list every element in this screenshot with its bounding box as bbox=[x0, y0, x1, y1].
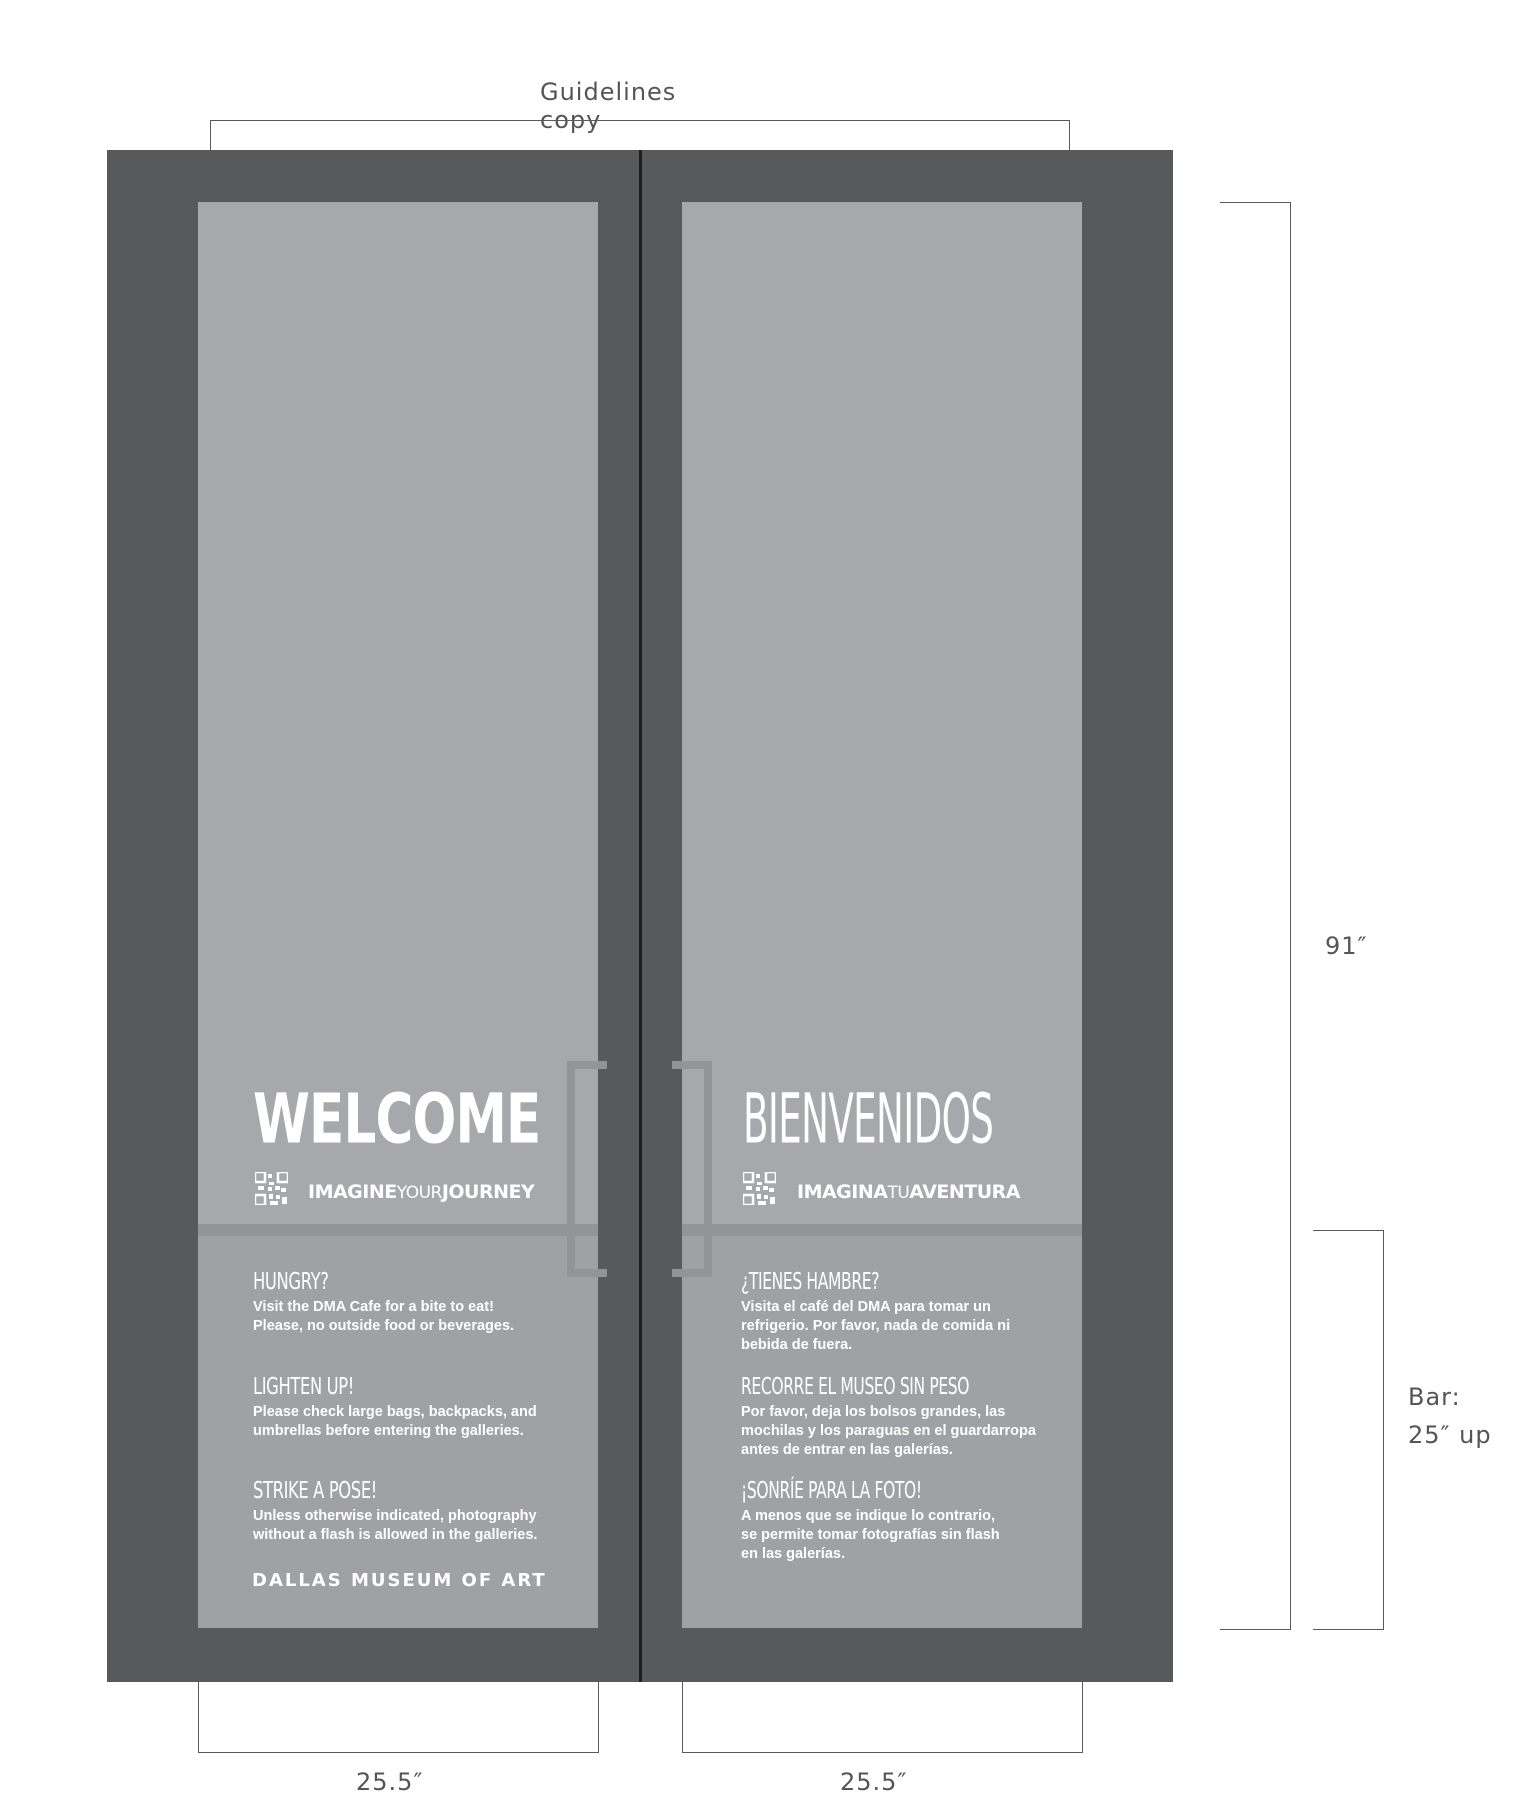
bar-label bbox=[1408, 1378, 1492, 1454]
right-qr-code-icon bbox=[743, 1172, 776, 1205]
body-line: A menos que se indique lo contrario, bbox=[741, 1508, 996, 1524]
section-heading: RECORRE EL MUSEO SIN PESO bbox=[741, 1373, 970, 1400]
body-line: antes de entrar en las galerías. bbox=[741, 1442, 953, 1458]
bar-height-bracket bbox=[1313, 1230, 1384, 1630]
body-line: se permite tomar fotografías sin flash bbox=[741, 1527, 1000, 1543]
right-push-bar bbox=[682, 1224, 1082, 1236]
body-line: Visit the DMA Cafe for a bite to eat! bbox=[253, 1299, 494, 1315]
left-qr-code-icon bbox=[255, 1172, 288, 1205]
left-tagline bbox=[308, 1181, 534, 1203]
body-line: refrigerio. Por favor, nada de comida ni bbox=[741, 1318, 1011, 1334]
body-line: Please, no outside food or beverages. bbox=[253, 1318, 515, 1334]
left-width-bracket bbox=[198, 1682, 599, 1753]
section-heading: ¿TIENES HAMBRE? bbox=[741, 1268, 880, 1295]
section-heading: HUNGRY? bbox=[253, 1268, 329, 1295]
body-line: mochilas y los paraguas en el guardarropa bbox=[741, 1423, 1036, 1439]
body-line: en las galerías. bbox=[741, 1546, 845, 1562]
dma-logo: DALLAS MUSEUM OF ART bbox=[252, 1570, 547, 1591]
height-bracket bbox=[1220, 202, 1291, 1630]
left-push-bar bbox=[198, 1224, 598, 1236]
body-line: umbrellas before entering the galleries. bbox=[253, 1423, 524, 1439]
top-width-bracket bbox=[210, 120, 1070, 151]
body-line: bebida de fuera. bbox=[741, 1337, 853, 1353]
right-tagline-part3: AVENTURA bbox=[909, 1181, 1021, 1203]
welcome-title: WELCOME bbox=[253, 1079, 541, 1160]
section-heading: LIGHTEN UP! bbox=[253, 1373, 354, 1400]
right-width-bracket bbox=[682, 1682, 1083, 1753]
section-body bbox=[741, 1403, 1036, 1460]
section-body bbox=[741, 1507, 1000, 1564]
left-tagline-part1: IMAGINE bbox=[308, 1181, 397, 1203]
door-seam bbox=[639, 150, 642, 1682]
right-tagline bbox=[797, 1181, 1020, 1203]
right-width-label: 25.5″ bbox=[840, 1768, 908, 1796]
right-tagline-part1: IMAGINA bbox=[797, 1181, 888, 1203]
section-body bbox=[253, 1298, 514, 1336]
body-line: without a flash is allowed in the galleries. bbox=[253, 1527, 538, 1543]
right-door-handle bbox=[672, 1061, 712, 1277]
bar-label-line1: Bar: bbox=[1408, 1383, 1461, 1411]
body-line: Please check large bags, backpacks, and bbox=[253, 1404, 537, 1420]
section-heading: ¡SONRÍE PARA LA FOTO! bbox=[741, 1477, 922, 1504]
right-tagline-part2: TU bbox=[887, 1183, 910, 1203]
body-line: Por favor, deja los bolsos grandes, las bbox=[741, 1404, 1006, 1420]
height-label: 91″ bbox=[1325, 932, 1368, 960]
left-tagline-part2: YOUR bbox=[396, 1183, 442, 1203]
bar-label-line2: 25″ up bbox=[1408, 1421, 1492, 1449]
section-body bbox=[741, 1298, 1010, 1355]
left-width-label: 25.5″ bbox=[356, 1768, 424, 1796]
bienvenidos-title: BIENVENIDOS bbox=[743, 1079, 994, 1160]
guidelines-label: Guidelines copy bbox=[540, 78, 677, 134]
section-heading: STRIKE A POSE! bbox=[253, 1477, 377, 1504]
left-tagline-part3: JOURNEY bbox=[441, 1181, 535, 1203]
section-body bbox=[253, 1403, 537, 1441]
section-body bbox=[253, 1507, 537, 1545]
body-line: Visita el café del DMA para tomar un bbox=[741, 1299, 991, 1315]
left-door-handle bbox=[567, 1061, 607, 1277]
body-line: Unless otherwise indicated, photography bbox=[253, 1508, 537, 1524]
